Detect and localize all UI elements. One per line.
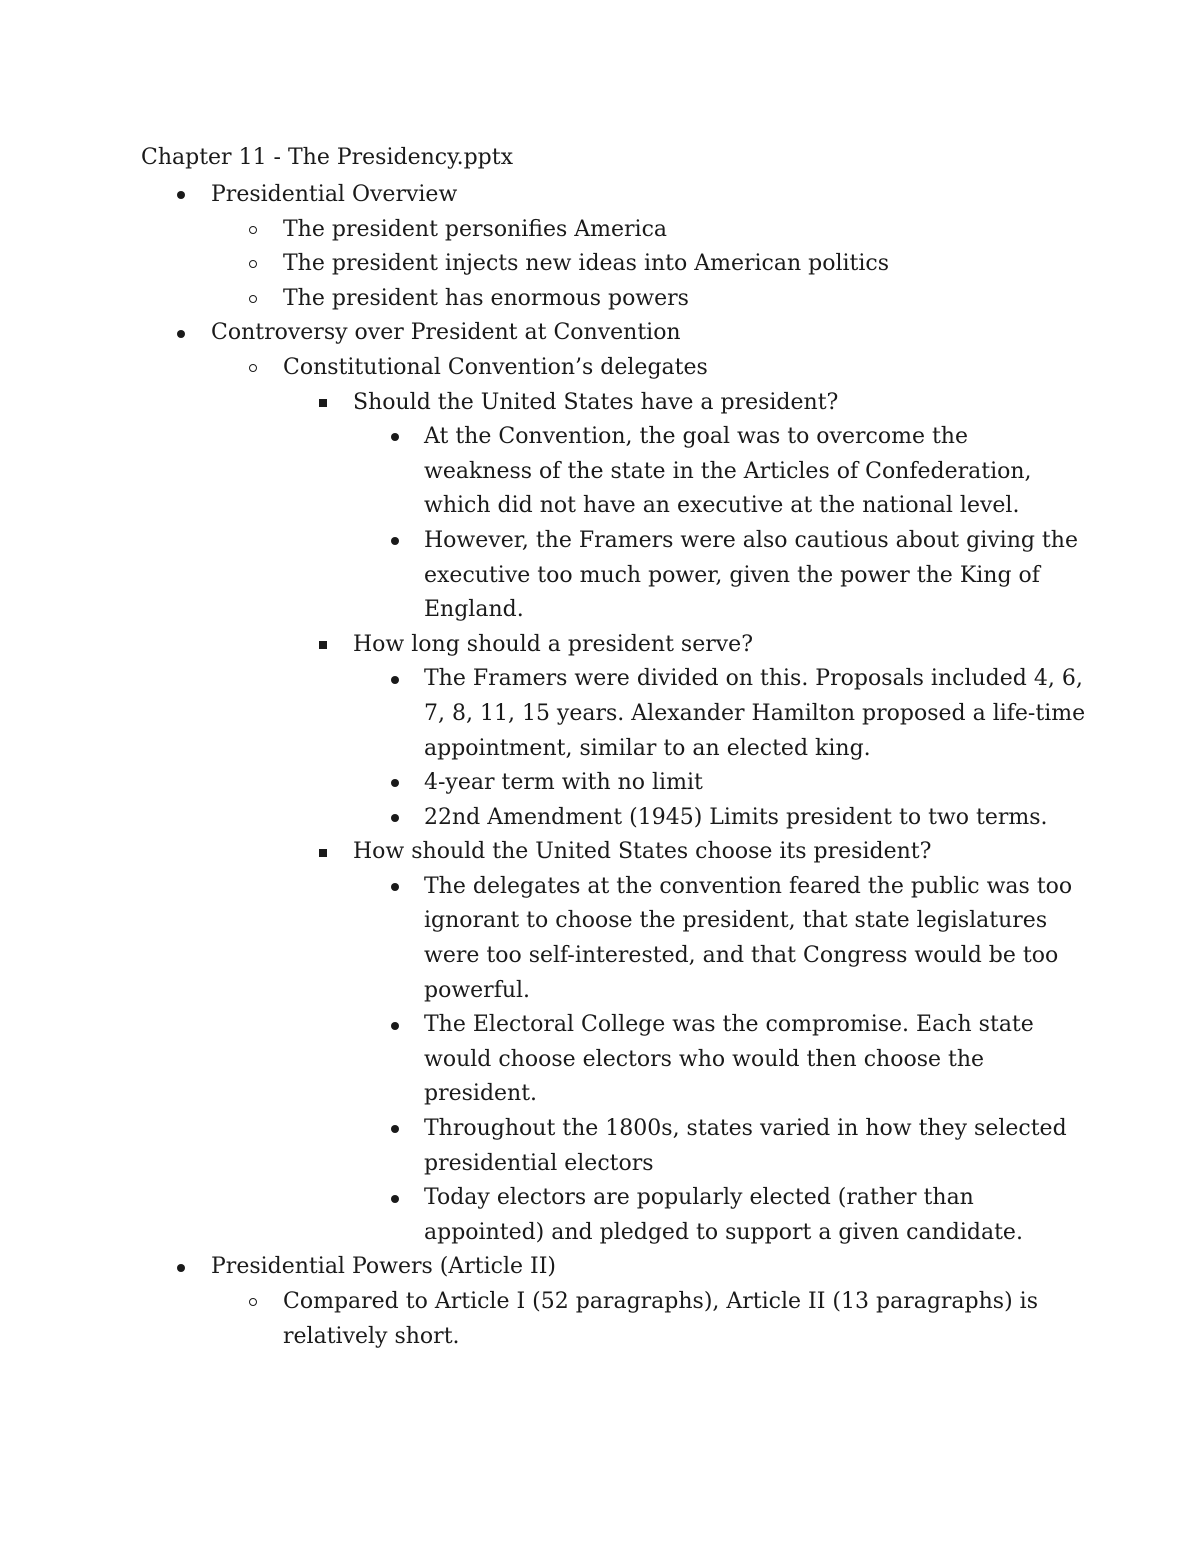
list-item [0,766,1200,801]
text-line: How long should a president serve? [353,631,753,657]
square-bullet-icon [319,835,327,870]
list-item-text [283,247,1200,282]
text-line: England. [424,597,524,623]
text-line: How should the United States choose its president? [353,839,932,865]
list-item-text [424,420,1069,524]
text-line: Should the United States have a president? [353,389,839,415]
list-item-text [283,351,1200,386]
text-line: 22nd Amendment (1945) Limits president to two terms. [424,804,1048,830]
list-item [0,835,1200,870]
text-line: The delegates at the convention feared the public was too [424,873,1073,899]
text-line: powerful. [424,977,531,1003]
list-item [0,524,1200,628]
text-line: Presidential Powers (Article II) [211,1254,556,1280]
list-item-text [424,766,1069,801]
text-line: appointed) and pledged to support a given candidate. [424,1219,1023,1245]
hollow-bullet-icon [249,247,257,282]
list-item-text [353,386,1200,421]
filled-bullet-icon [391,420,399,455]
text-line: The president has enormous powers [283,285,689,311]
filled-bullet-icon [177,178,185,213]
hollow-bullet-icon [249,1285,257,1320]
list-item [0,316,1200,351]
filled-bullet-icon [391,801,399,836]
filled-bullet-icon [391,524,399,559]
text-line: would choose electors who would then choose the [424,1046,985,1072]
text-line: Controversy over President at Convention [211,320,681,346]
text-line: executive too much power, given the power the King of [424,562,1040,588]
list-item [0,178,1200,213]
square-bullet-icon [319,628,327,663]
text-line: Constitutional Convention’s delegates [283,354,708,380]
list-item-text [424,1008,1069,1112]
text-line: Today electors are popularly elected (rather than [424,1185,974,1211]
list-item-text [211,316,1200,351]
text-line: weakness of the state in the Articles of Confederation, [424,458,1032,484]
list-item-text [424,870,1073,1008]
filled-bullet-icon [391,766,399,801]
list-item [0,628,1200,663]
text-line: president. [424,1081,538,1107]
filled-bullet-icon [391,1112,399,1147]
text-line: The president personifies America [283,216,668,242]
list-item [0,870,1200,1008]
text-line: appointment, similar to an elected king. [424,735,871,761]
list-item-text [424,801,1069,836]
list-item [0,247,1200,282]
list-item [0,1250,1200,1285]
list-item-text [211,178,1200,213]
list-item-text [424,1112,1069,1181]
list-item-text [353,628,1200,663]
list-item-text [424,662,1086,766]
list-item-text [283,1285,1038,1354]
filled-bullet-icon [391,1181,399,1216]
bullet-outline [0,178,1200,1354]
list-item [0,801,1200,836]
filled-bullet-icon [177,316,185,351]
hollow-bullet-icon [249,351,257,386]
list-item-text [424,1181,1069,1250]
text-line: Presidential Overview [211,182,458,207]
text-line: The president injects new ideas into American politics [283,251,890,277]
text-line: were too self-interested, and that Congress would be too [424,943,1059,969]
text-line: The Electoral College was the compromise. Each state [424,1012,1034,1038]
text-line: ignorant to choose the president, that state legislatures [424,908,1048,934]
list-item [0,213,1200,248]
text-line: which did not have an executive at the national level. [424,493,1020,519]
list-item [0,420,1200,524]
document-title: Chapter 11 - The Presidency.pptx [141,145,514,170]
text-line: relatively short. [283,1323,460,1349]
list-item-text [283,213,1200,248]
list-item [0,386,1200,421]
filled-bullet-icon [391,662,399,697]
list-item-text [424,524,1078,628]
list-item [0,1008,1200,1112]
filled-bullet-icon [391,870,399,905]
list-item [0,662,1200,766]
list-item [0,351,1200,386]
list-item-text [353,835,1200,870]
text-line: At the Convention, the goal was to overcome the [424,424,968,450]
text-line: presidential electors [424,1150,654,1176]
text-line: Throughout the 1800s, states varied in how they selected [424,1116,1067,1142]
text-line: The Framers were divided on this. Proposals included 4, 6, [424,666,1083,692]
list-item [0,1285,1200,1354]
list-item-text [211,1250,1200,1285]
list-item [0,1112,1200,1181]
text-line: However, the Framers were also cautious about giving the [424,527,1078,553]
list-item-text [283,282,1200,317]
text-line: 7, 8, 11, 15 years. Alexander Hamilton proposed a life-time [424,700,1086,726]
hollow-bullet-icon [249,282,257,317]
hollow-bullet-icon [249,213,257,248]
text-line: 4-year term with no limit [424,770,703,796]
filled-bullet-icon [391,1008,399,1043]
square-bullet-icon [319,386,327,421]
list-item [0,1181,1200,1250]
text-line: Compared to Article I (52 paragraphs), Article II (13 paragraphs) is [283,1289,1038,1314]
list-item [0,282,1200,317]
filled-bullet-icon [177,1250,185,1285]
